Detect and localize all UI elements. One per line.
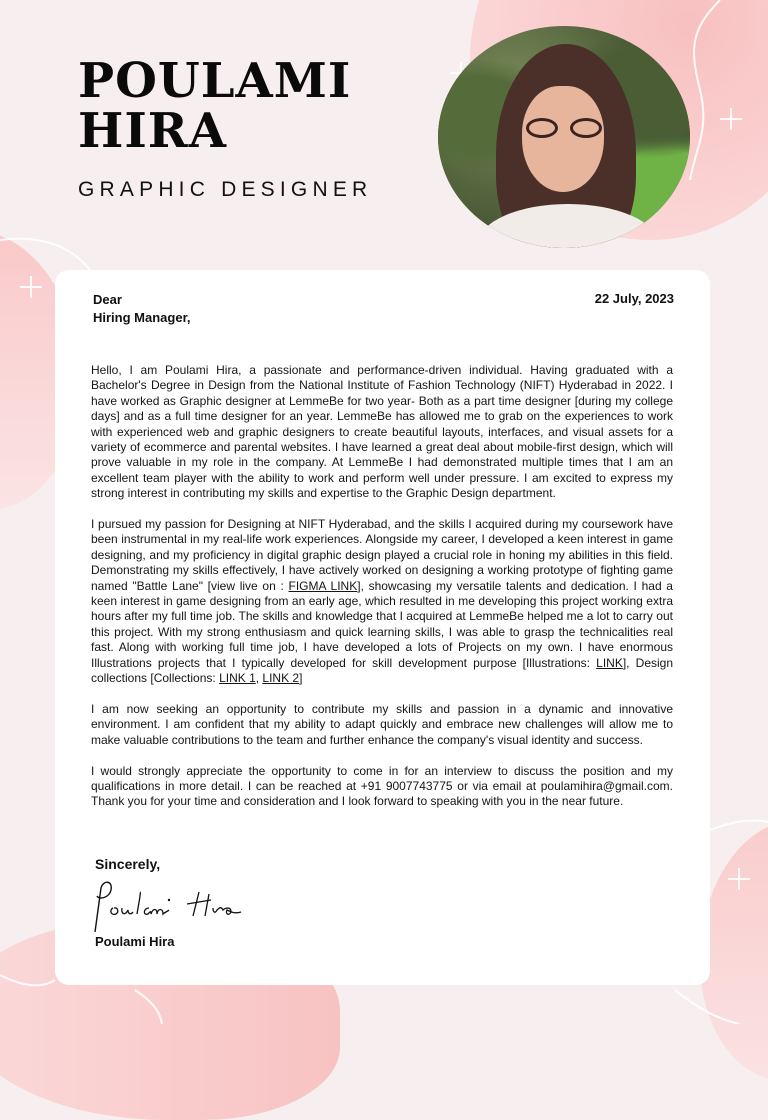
illustrations-link[interactable]: LINK <box>596 655 623 670</box>
paragraph-text: , <box>255 671 263 686</box>
name-line-last: HIRA <box>78 103 227 159</box>
figma-link[interactable]: FIGMA LINK <box>288 578 358 593</box>
salutation-line1: Dear <box>93 292 122 307</box>
paragraph-contact: I would strongly appreciate the opportunity to come in for an interview to discuss the position and my qualifications in more detail. I can be reached at +91 9007743775 or via email at poulamihira@gmail.com. Thank you for your time and consideration and I look forward to speaking with you in the near future. <box>91 763 673 809</box>
collections-link-1[interactable]: LINK 1 <box>219 671 256 686</box>
handwritten-signature <box>85 870 255 940</box>
salutation-line2: Hiring Manager, <box>93 310 191 325</box>
decorative-blob-right <box>700 820 768 1080</box>
paragraph-text: ], showcasing my versatile talents and dedication. I had a keen interest in game designing from an early age, which resulted in me developing this project working extra hours after my full time job. The skills and knowledge that I acquired at LemmeBe helped me a lot to carry out this project. With my strong enthusiasm and quick learning skills, I was able to grasp the technicalities real fast. Along with working full time job, I have developed a lots of Projects on my own. I have enormous Illustrations projects that I typically developed for skill development purpose [Illustrations: <box>91 578 673 670</box>
paragraph-experience <box>91 517 673 686</box>
photo-glasses <box>526 118 606 138</box>
sparkle-icon <box>20 276 42 298</box>
letter-date: 22 July, 2023 <box>594 291 674 306</box>
closing: Sincerely, <box>95 856 161 872</box>
salutation <box>93 291 191 327</box>
paragraph-goals: I am now seeking an opportunity to contribute my skills and passion in a dynamic and innovative environment. I am confident that my ability to adapt quickly and embrace new challenges will allow me to make valuable contributions to the team and further enhance the company's visual identity and success. <box>91 701 673 747</box>
paragraph-text: I pursued my passion for Designing at NIFT Hyderabad, and the skills I acquired during my coursework have been instrumental in my real-life work experiences. Alongside my career, I developed a keen interest in game designing, and my proficiency in digital graphic design played a crucial role in honing my abilities in this field. Demonstrating my skills effectively, I have actively worked on designing a working prototype of fighting game named "Battle Lane" [view live on : <box>91 517 673 593</box>
applicant-name <box>78 53 352 159</box>
paragraph-text: ], Design collections [Collections: <box>91 655 674 686</box>
letter-card <box>55 270 710 985</box>
name-line-first: POULAMI <box>78 53 352 109</box>
paragraph-text: ] <box>299 671 303 686</box>
signer-name: Poulami Hira <box>95 934 175 949</box>
profile-photo <box>438 26 690 248</box>
sparkle-icon <box>728 868 750 890</box>
job-title: GRAPHIC DESIGNER <box>78 178 373 201</box>
sparkle-icon <box>720 108 742 130</box>
paragraph-intro: Hello, I am Poulami Hira, a passionate and performance-driven individual. Having graduated with a Bachelor's Degree in Design from the National Institute of Fashion Technology (NIFT) Hyderabad in 2022. I have worked as Graphic designer at LemmeBe for two year- Both as a part time designer [during my college days] and as a full time designer for an year. LemmeBe has allowed me to grab on the experiences to work with experienced web and graphic designers to create beautiful layouts, interfaces, and visual assets for a variety of ecommerce and parental websites. I have learned a great deal about mobile-first design, which will prove valuable in my role in the company. At LemmeBe I had demonstrated multiple times that I am an excellent team player with the ability to work and perform well under pressure. I am excited to express my strong interest in contributing my skills and expertise to the Graphic Design department. <box>91 363 673 501</box>
photo-face <box>522 86 604 192</box>
letter-body <box>91 363 673 825</box>
collections-link-2[interactable]: LINK 2 <box>262 671 300 686</box>
